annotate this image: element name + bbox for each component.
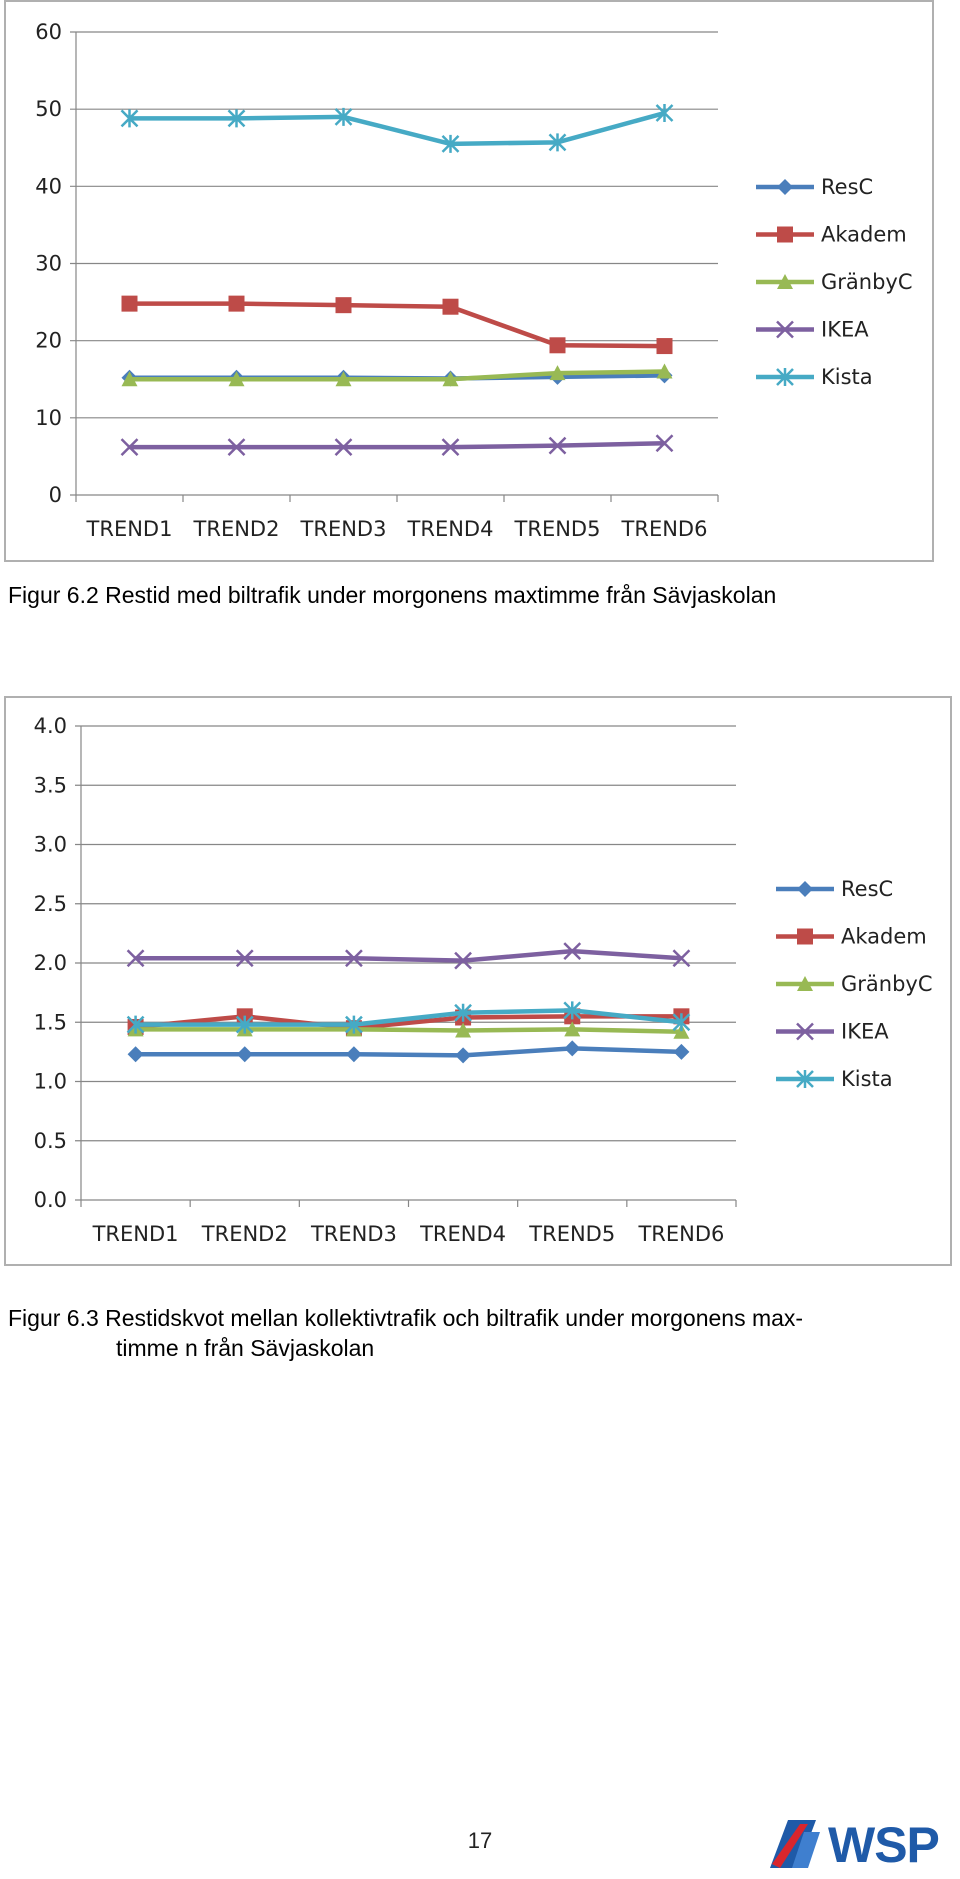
chart1-legend-label: IKEA (821, 317, 869, 342)
chart2-ytick-label: 1.5 (33, 1010, 67, 1035)
caption-fig-6-3 (8, 1303, 803, 1363)
chart1-series-line (130, 113, 665, 144)
chart2-ytick-label: 0.5 (33, 1128, 67, 1153)
chart2-legend-label: Kista (841, 1067, 893, 1091)
chart1-ytick-label: 0 (48, 483, 62, 507)
chart1-ytick-label: 60 (35, 20, 62, 44)
chart1-ytick-label: 40 (35, 174, 62, 199)
chart1-legend-item (756, 365, 873, 389)
chart2-legend-item (776, 1020, 889, 1044)
chart2-series-ikea (128, 943, 690, 968)
chart2-xtick-label: TREND6 (638, 1222, 725, 1246)
chart2-legend-item (776, 925, 927, 949)
chart2-data-point (564, 1040, 580, 1056)
chart2-series-line (136, 1029, 682, 1031)
chart2-ytick-label: 4.0 (33, 714, 67, 738)
chart1-legend-label: ResC (821, 175, 874, 199)
chart2-data-point (673, 1044, 689, 1060)
chart1-data-point (657, 338, 673, 354)
chart2-ytick-label: 0.0 (33, 1188, 67, 1212)
chart1-ytick-label: 30 (35, 251, 62, 276)
chart1-series-akadem (122, 296, 673, 354)
chart1-data-point (550, 337, 566, 353)
chart1-xtick-label: TREND5 (514, 517, 601, 541)
chart2-series-line (136, 1048, 682, 1055)
chart-restid-plot (6, 2, 936, 564)
chart2-data-point (237, 1046, 253, 1062)
chart2-ytick-label: 2.0 (33, 951, 67, 975)
chart1-legend-item (756, 318, 869, 342)
chart2-data-point (128, 1046, 144, 1062)
chart2-legend-label: IKEA (841, 1019, 889, 1044)
caption-fig-6-3-line1: Figur 6.3 Restidskvot mellan kollektivtrafik och biltrafik under morgonens max- (8, 1305, 804, 1331)
chart2-xtick-label: TREND5 (529, 1222, 616, 1246)
wsp-logo-text: WSP (828, 1817, 939, 1872)
chart1-xtick-label: TREND4 (407, 517, 494, 541)
chart2-legend-item (776, 877, 893, 901)
chart1-legend-item (756, 223, 907, 247)
chart-restidskvot (4, 696, 952, 1266)
chart2-xtick-label: TREND4 (420, 1222, 507, 1246)
chart2-xtick-label: TREND1 (92, 1222, 179, 1246)
chart1-series-line (130, 443, 665, 447)
chart1-data-point (443, 299, 459, 315)
chart2-legend-label: ResC (841, 877, 894, 901)
chart1-legend-marker (777, 227, 793, 243)
chart1-series-line (130, 304, 665, 346)
chart1-legend-marker (777, 179, 793, 195)
chart2-legend-label: Akadem (841, 924, 927, 949)
chart2-legend-marker (797, 881, 813, 897)
chart1-xtick-label: TREND6 (621, 517, 708, 541)
chart2-xtick-label: TREND2 (201, 1222, 288, 1246)
chart2-series-resc (128, 1040, 690, 1063)
chart2-data-point (346, 1046, 362, 1062)
chart2-legend-label: GränbyC (841, 972, 933, 996)
chart1-data-point (122, 296, 138, 312)
chart1-legend-item (756, 270, 913, 294)
chart2-ytick-label: 3.5 (33, 773, 67, 798)
chart1-legend-item (756, 175, 873, 199)
chart1-legend-label: Akadem (821, 222, 907, 247)
wsp-logo (768, 1812, 958, 1872)
chart1-data-point (336, 297, 352, 313)
chart-restid (4, 0, 934, 562)
page-number: 17 (467, 1828, 493, 1853)
chart1-ytick-label: 10 (35, 405, 62, 430)
chart2-ytick-label: 2.5 (33, 891, 67, 916)
chart1-ytick-label: 20 (35, 328, 62, 353)
chart2-ytick-label: 1.0 (33, 1069, 67, 1094)
chart2-legend-item (776, 1067, 893, 1091)
chart1-series-resc (122, 367, 673, 386)
caption-fig-6-3-line2: timme n från Sävjaskolan (116, 1335, 375, 1361)
chart1-data-point (229, 296, 245, 312)
chart1-ytick-label: 50 (35, 97, 62, 122)
chart2-ytick-label: 3.0 (33, 832, 67, 857)
chart1-series-kista (122, 104, 673, 153)
chart1-xtick-label: TREND3 (300, 517, 387, 541)
chart1-xtick-label: TREND1 (86, 517, 173, 541)
chart1-legend-label: GränbyC (821, 270, 913, 294)
chart2-series-line (136, 951, 682, 960)
chart2-data-point (455, 1047, 471, 1063)
chart2-legend-marker (797, 929, 813, 945)
chart2-legend-item (776, 972, 933, 996)
chart2-xtick-label: TREND3 (310, 1222, 397, 1246)
chart1-legend-label: Kista (821, 365, 873, 389)
caption-fig-6-2: Figur 6.2 Restid med biltrafik under morgonens maxtimme från Sävjaskolan (8, 582, 777, 608)
chart1-series-ikea (122, 435, 673, 455)
chart1-xtick-label: TREND2 (193, 517, 280, 541)
chart-restidskvot-plot (6, 698, 954, 1268)
